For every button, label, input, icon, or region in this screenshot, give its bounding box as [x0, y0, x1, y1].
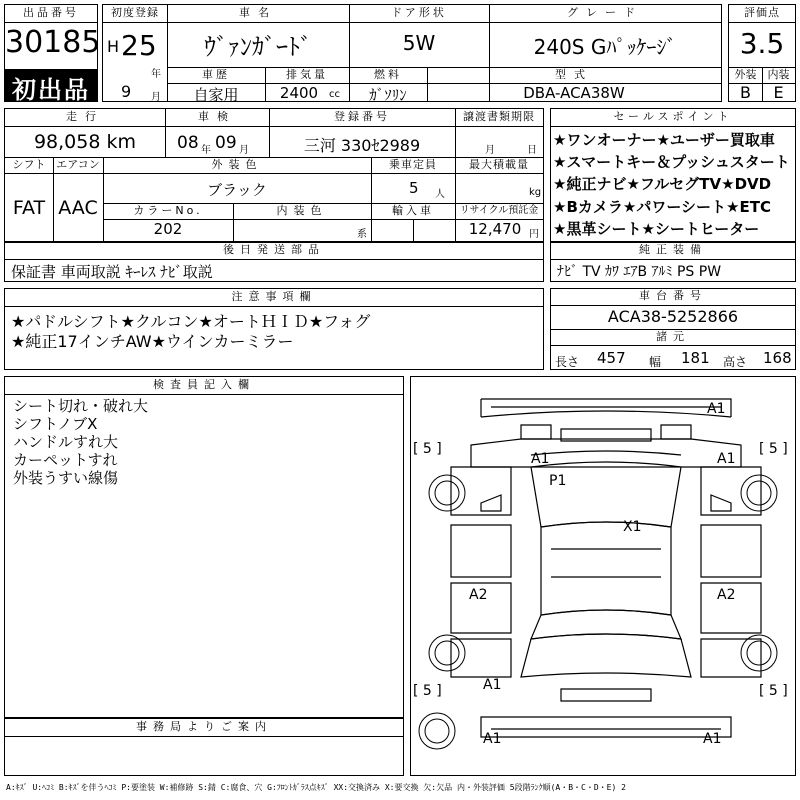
transfer-day-unit: 日	[527, 145, 537, 156]
tire-depth-bracket: [ 5 ]	[759, 441, 788, 457]
chassis-number: ACA38-5252866	[607, 307, 739, 326]
inspector-line: 外装うすい線傷	[13, 469, 119, 487]
first-listing-text: 初出品	[12, 76, 90, 104]
height: 168	[763, 349, 792, 367]
genuine-label: 純正装備	[639, 243, 707, 256]
inspection-month-unit: 月	[239, 145, 249, 156]
exterior-grade: B	[740, 83, 751, 102]
score-label: 評価点	[744, 6, 780, 19]
chassis-label: 車台番号	[639, 289, 707, 302]
year-unit: 年	[151, 69, 161, 80]
length: 457	[597, 349, 626, 367]
load-label: 最大積載量	[469, 158, 529, 171]
tire-depth-bracket: [ 5 ]	[759, 683, 788, 699]
first-reg-label: 初度登録	[111, 6, 159, 19]
cc-unit: cc	[329, 89, 340, 100]
transfer-label: 譲渡書類期限	[463, 110, 535, 123]
damage-mark: A1	[707, 401, 726, 417]
ext-color: ブラック	[207, 181, 267, 199]
later-parts-box	[4, 242, 544, 282]
car-name: ｳﾞｧﾝｶﾞｰﾄﾞ	[204, 33, 312, 61]
inspector-line: シート切れ・破れ大	[13, 397, 149, 415]
header-main	[102, 4, 722, 102]
grade: 240S Gﾊﾟｯｹｰｼﾞ	[533, 35, 677, 59]
chassis-box	[550, 288, 796, 370]
tire-depth-bracket: [ 5 ]	[413, 441, 442, 457]
load-unit: kg	[529, 187, 542, 198]
capacity-unit: 人	[435, 189, 445, 200]
ac-label: エアコン	[56, 158, 100, 171]
height-label: 高さ	[723, 355, 748, 369]
lot-number-box	[4, 4, 101, 104]
car-outline	[411, 377, 795, 775]
damage-mark: P1	[549, 473, 567, 489]
door-label: ドア形状	[391, 6, 447, 19]
notes-line: ★パドルシフト★クルコン★オートＨＩＤ★フォグ	[11, 312, 371, 331]
plate: 三河 330ｾ2989	[303, 136, 421, 155]
era: H	[107, 37, 120, 56]
history-label: 車歴	[202, 68, 230, 81]
sales-point-line: ★黒革シート★シートヒーター	[553, 220, 760, 238]
fuel: ｶﾞｿﾘﾝ	[369, 86, 407, 104]
model-label: 型式	[555, 68, 593, 81]
inspector-line: カーペットすれ	[13, 451, 118, 469]
genuine-text: ﾅﾋﾞ TV ｶﾜ ｴｱB ｱﾙﾐ PS PW	[557, 264, 722, 280]
wheel-rear-left	[427, 633, 467, 673]
inspector-line: ハンドルすれ大	[13, 433, 119, 451]
wheel-rear-right	[739, 633, 779, 673]
later-parts-text: 保証書 車両取説 ｷｰﾚｽ ﾅﾋﾞ取説	[11, 263, 213, 281]
legend: A:ｷｽﾞ U:ﾍｺﾐ B:ｷｽﾞを伴うﾍｺﾐ P:要塗装 W:補修跡 S:錆 C:腐食、穴 G:ﾌﾛﾝﾄｶﾞﾗｽ点ｷｽﾞ XX:交換済み X:要交換 欠:欠品 内・外装評価 5段階ﾗﾝｸ順(A・B・C・D・E) 2	[6, 783, 626, 792]
office-label: 事務局よりご案内	[136, 720, 272, 733]
recycle-unit: 円	[529, 229, 539, 240]
damage-mark: A1	[703, 731, 722, 747]
inspector-line: シフトノブX	[13, 415, 98, 433]
sales-points-box	[550, 108, 796, 242]
plate-label: 登録番号	[334, 110, 390, 123]
month-unit: 月	[151, 92, 161, 103]
transfer-month-unit: 月	[485, 145, 495, 156]
office-box	[4, 718, 404, 776]
damage-mark: A2	[469, 587, 488, 603]
width: 181	[681, 349, 710, 367]
details-box	[4, 108, 544, 242]
mileage-label: 走行	[66, 110, 104, 123]
displacement-label: 排気量	[286, 68, 328, 81]
damage-mark: A1	[483, 677, 502, 693]
damage-mark: A1	[717, 451, 736, 467]
wheel-front-left	[427, 473, 467, 513]
inspector-label: 検査員記入欄	[153, 378, 255, 391]
lot-label: 出品番号	[23, 6, 79, 19]
grade-label: グレード	[567, 6, 643, 19]
car-name-label: 車名	[239, 6, 277, 19]
inspection-month: 09	[215, 133, 237, 153]
sales-point-line: ★スマートキー＆プッシュスタート	[553, 153, 790, 171]
color-no: 202	[153, 220, 183, 238]
inspection-year-unit: 年	[201, 145, 211, 156]
genuine-box	[550, 242, 796, 282]
fuel-label: 燃料	[374, 68, 402, 81]
interior-label: 内装	[767, 68, 790, 81]
sales-points-label: セールスポイント	[613, 110, 733, 123]
sales-point-line: ★Bカメラ★パワーシート★ETC	[553, 198, 771, 216]
capacity: 5	[409, 179, 419, 197]
length-label: 長さ	[555, 355, 580, 369]
score-box	[728, 4, 796, 102]
score: 3.5	[739, 27, 785, 60]
notes-box	[4, 288, 544, 370]
tire-depth-bracket: [ 5 ]	[413, 683, 442, 699]
inspection-label: 車検	[198, 110, 236, 123]
notes-label: 注意事項欄	[231, 290, 317, 303]
capacity-label: 乗車定員	[389, 158, 437, 171]
damage-diagram	[410, 376, 796, 776]
ext-color-label: 外装色	[211, 158, 263, 171]
ac: AAC	[58, 197, 98, 219]
reg-year: 25	[121, 29, 157, 62]
lot-number: 30185	[5, 25, 101, 60]
later-parts-label: 後日発送部品	[223, 243, 325, 256]
reg-month: 9	[121, 82, 132, 101]
import-label: 輸入車	[392, 204, 434, 217]
displacement: 2400	[279, 84, 319, 102]
recycle-label: リサイクル預託金	[459, 205, 539, 216]
mileage: 98,058 km	[33, 131, 137, 153]
wheel-front-right	[739, 473, 779, 513]
interior-grade: E	[773, 83, 784, 102]
notes-line: ★純正17インチAW★ウインカーミラー	[11, 332, 294, 351]
shift: FAT	[12, 197, 46, 219]
dims-label: 諸元	[656, 330, 690, 343]
history: 自家用	[193, 86, 239, 104]
damage-mark: A1	[483, 731, 502, 747]
color-no-label: カラーNo.	[133, 204, 203, 217]
inspector-box	[4, 376, 404, 718]
damage-mark: A2	[717, 587, 736, 603]
sales-point-line: ★純正ナビ★フルセグTV★DVD	[553, 175, 772, 193]
damage-mark: A1	[531, 451, 550, 467]
damage-mark: X1	[623, 519, 642, 535]
sales-point-line: ★ワンオーナー★ユーザー買取車	[553, 131, 775, 149]
int-color-unit: 系	[357, 229, 367, 240]
shift-label: シフト	[12, 158, 46, 171]
recycle: 12,470	[468, 220, 522, 238]
door: 5W	[402, 31, 436, 55]
spare-wheel-icon	[417, 711, 457, 751]
width-label: 幅	[649, 355, 662, 369]
int-color-label: 内装色	[276, 204, 328, 217]
exterior-label: 外装	[734, 68, 757, 81]
model: DBA-ACA38W	[523, 84, 625, 102]
inspection-year: 08	[177, 133, 199, 153]
